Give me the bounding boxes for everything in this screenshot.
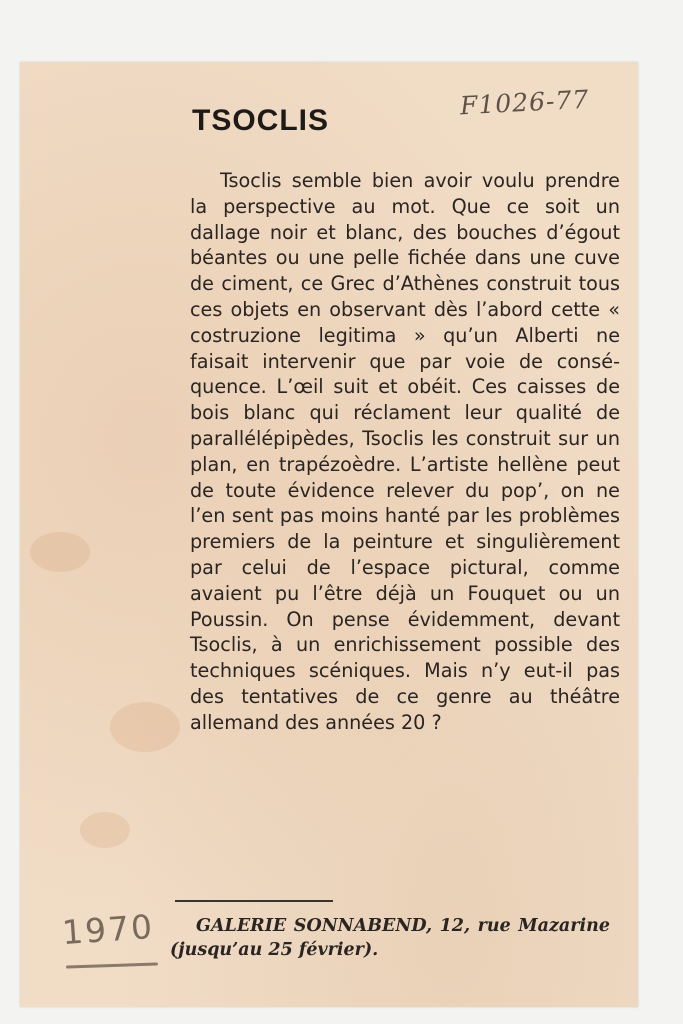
paper-stain xyxy=(80,812,130,848)
exhibition-venue: GALERIE SONNABEND, 12, rue Mazarine (jusqu’au 25 février). xyxy=(170,916,610,960)
handwritten-archive-reference: F1026-77 xyxy=(459,84,590,121)
article-body: Tsoclis semble bien avoir voulu prendre la perspective au mot. Que ce soit un dallage noir et blanc, des bouches d’égout béantes ou une pelle fichée dans une cuve de ciment, ce Grec d’Athènes construit tous ces objets en observant dès l’abord cette « costruzione legitima » qu’un Alberti ne faisait intervenir que par voie de conséquence. L’œil suit et obéit. Ces caisses de bois blanc qui réclament leur qualité de parallélépipèdes, Tsoclis les construit sur un plan, en trapézoèdre. L’artiste hellène peut de toute évidence relever du pop’, on ne l’en sent pas moins hanté par les problèmes premiers de la peinture et singulièrement par celui de l’espace pictural, comme avaient pu l’être déjà un Fouquet ou un Poussin. On pense évidemment, devant Tsoclis, à un enrichissement possible des techniques scéniques. Mais n’y eut-il pas des tentatives de ce genre au théâtre allemand des années 20 ? xyxy=(190,169,620,734)
divider-rule xyxy=(175,900,333,902)
handwritten-year: 1970 xyxy=(60,906,156,953)
paper-stain xyxy=(30,532,90,572)
paper-stain xyxy=(110,702,180,752)
article-title: TSOCLIS xyxy=(192,104,330,137)
handwritten-underline xyxy=(66,962,158,968)
newspaper-clipping xyxy=(20,62,638,1007)
